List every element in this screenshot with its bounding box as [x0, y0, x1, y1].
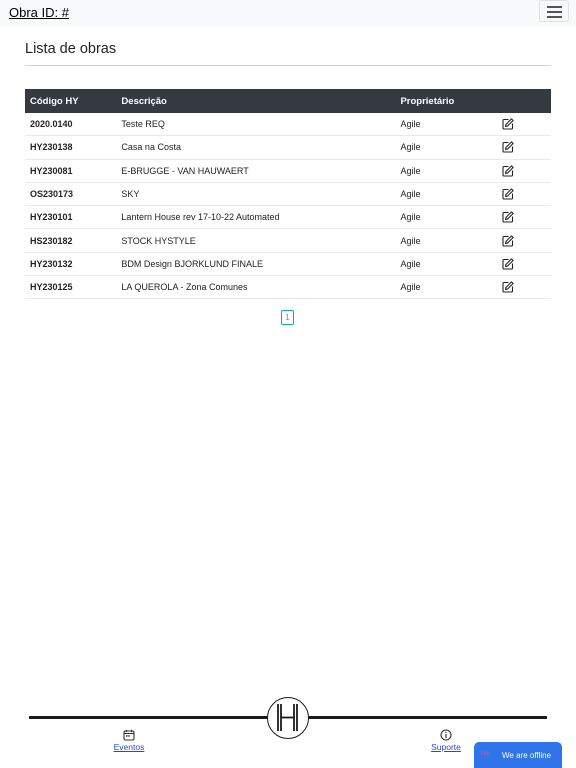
cell-actions — [493, 136, 551, 159]
cell-owner: Agile — [395, 159, 493, 182]
cell-actions — [493, 113, 551, 136]
cell-code: OS230173 — [25, 182, 116, 205]
cell-code: HY230132 — [25, 252, 116, 275]
edit-icon[interactable] — [502, 165, 514, 177]
h-logo-icon[interactable] — [267, 697, 309, 739]
cell-actions — [493, 159, 551, 182]
cell-actions — [493, 206, 551, 229]
nav-eventos[interactable] — [108, 729, 150, 752]
pagination-page-button[interactable]: 1 — [281, 310, 294, 325]
cell-description: Lantern House rev 17-10-22 Automated — [116, 206, 395, 229]
cell-description: BDM Design BJORKLUND FINALE — [116, 252, 395, 275]
table-row[interactable] — [25, 206, 551, 229]
obra-id-link[interactable]: Obra ID: # — [9, 5, 69, 20]
cell-owner: Agile — [395, 229, 493, 252]
cell-description: E-BRUGGE - VAN HAUWAERT — [116, 159, 395, 182]
info-icon — [440, 729, 452, 741]
cell-owner: Agile — [395, 206, 493, 229]
table-row[interactable] — [25, 252, 551, 275]
page-title: Lista de obras — [25, 41, 117, 57]
table-row[interactable] — [25, 182, 551, 205]
table-row[interactable] — [25, 159, 551, 182]
cell-code: 2020.0140 — [25, 113, 116, 136]
cell-actions — [493, 229, 551, 252]
table-row[interactable] — [25, 136, 551, 159]
title-divider — [25, 65, 551, 66]
cell-description: Teste REQ — [116, 113, 395, 136]
cell-code: HY230125 — [25, 276, 116, 299]
column-header-description: Descrição — [116, 89, 395, 113]
hamburger-icon — [547, 6, 562, 8]
cell-description: Casa na Costa — [116, 136, 395, 159]
cell-code: HS230182 — [25, 229, 116, 252]
column-header-code: Código HY — [25, 89, 116, 113]
table-row[interactable] — [25, 113, 551, 136]
cell-description: STOCK HYSTYLE — [116, 229, 395, 252]
cell-description: SKY — [116, 182, 395, 205]
edit-icon[interactable] — [502, 118, 514, 130]
chat-status-label: We are offline — [502, 751, 552, 760]
table-row[interactable] — [25, 276, 551, 299]
cell-owner: Agile — [395, 276, 493, 299]
cell-code: HY230138 — [25, 136, 116, 159]
cell-actions — [493, 182, 551, 205]
edit-icon[interactable] — [502, 141, 514, 153]
edit-icon[interactable] — [502, 258, 514, 270]
cell-actions — [493, 252, 551, 275]
cell-code: HY230101 — [25, 206, 116, 229]
edit-icon[interactable] — [502, 211, 514, 223]
table-row[interactable] — [25, 229, 551, 252]
cell-owner: Agile — [395, 136, 493, 159]
edit-icon[interactable] — [502, 235, 514, 247]
obras-table — [25, 89, 551, 299]
cell-description: LA QUEROLA - Zona Comunes — [116, 276, 395, 299]
cell-owner: Agile — [395, 182, 493, 205]
cell-owner: Agile — [395, 113, 493, 136]
cell-actions — [493, 276, 551, 299]
edit-icon[interactable] — [502, 281, 514, 293]
column-header-actions — [493, 89, 551, 113]
cell-code: HY230081 — [25, 159, 116, 182]
menu-toggle-button[interactable] — [539, 0, 569, 22]
chat-widget-button[interactable] — [474, 742, 562, 768]
nav-suporte[interactable] — [425, 729, 467, 752]
chat-status-tag: live — [481, 751, 491, 757]
calendar-icon — [123, 729, 135, 741]
nav-suporte-label: Suporte — [431, 742, 461, 752]
nav-eventos-label: Eventos — [113, 742, 145, 752]
cell-owner: Agile — [395, 252, 493, 275]
column-header-owner: Proprietário — [395, 89, 493, 113]
table-header-row — [25, 89, 551, 113]
top-navbar — [0, 0, 576, 27]
edit-icon[interactable] — [502, 188, 514, 200]
table-body — [25, 113, 551, 299]
